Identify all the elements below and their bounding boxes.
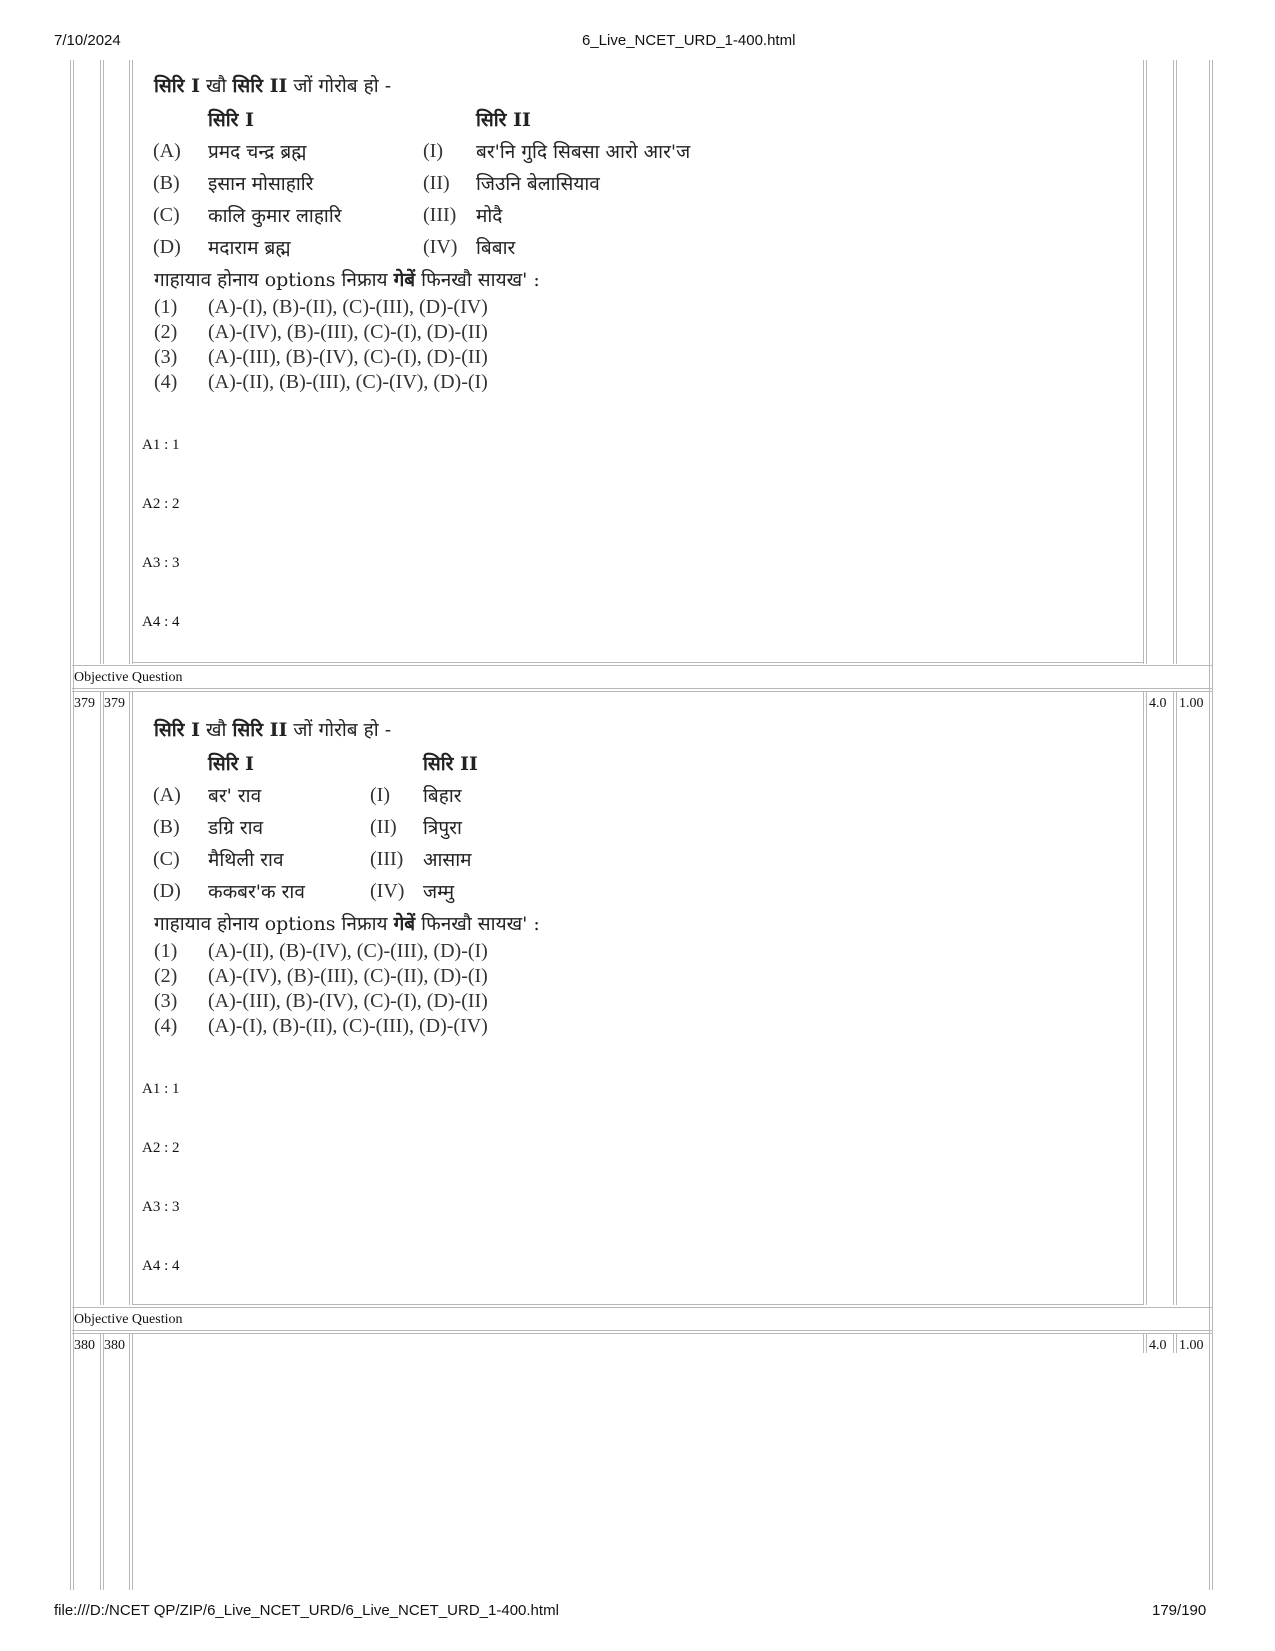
row-item-left: ककबर'क राव: [208, 881, 305, 903]
question-number: 379: [104, 696, 125, 711]
answer-choice: A2 : 2: [142, 1140, 180, 1156]
row-item-right: आसाम: [423, 849, 472, 871]
row-label: (I): [423, 140, 443, 162]
row-label: (III): [423, 204, 457, 226]
option-text: (A)-(III), (B)-(IV), (C)-(I), (D)-(II): [208, 346, 488, 368]
question-instruction: गाहायाव होनाय options निफ्राय गेबें फिनखौ सायख' :: [154, 913, 540, 935]
question-instruction: गाहायाव होनाय options निफ्राय गेबें फिनखौ सायख' :: [154, 269, 540, 291]
serial-number: 380: [74, 1338, 95, 1353]
row-item-right: जिउनि बेलासियाव: [476, 173, 600, 195]
question-title: सिरि I खौ सिरि II जों गोरोब हो -: [154, 75, 392, 97]
option-number: (3): [154, 346, 178, 368]
answer-choice: A3 : 3: [142, 555, 180, 571]
row-item-right: जम्मु: [423, 881, 455, 903]
page-number: 179/190: [1152, 1602, 1207, 1619]
row-label: (B): [153, 816, 180, 838]
row-label: (C): [153, 848, 180, 870]
row-item-right: मोदै: [476, 205, 503, 227]
negative-marks-value: 1.00: [1179, 696, 1204, 711]
row-item-left: मदाराम ब्रह्म: [208, 237, 291, 259]
negative-marks-value: 1.00: [1179, 1338, 1204, 1353]
row-label: (III): [370, 848, 404, 870]
column-2-heading: सिरि II: [423, 753, 478, 775]
option-text: (A)-(II), (B)-(IV), (C)-(III), (D)-(I): [208, 940, 488, 962]
print-date: 7/10/2024: [54, 32, 121, 49]
marks-value: 4.0: [1149, 696, 1167, 711]
option-text: (A)-(IV), (B)-(III), (C)-(I), (D)-(II): [208, 321, 488, 343]
row-item-left: डग्रि राव: [208, 817, 264, 839]
row-item-left: मैथिली राव: [208, 849, 284, 871]
row-label: (D): [153, 880, 181, 902]
option-number: (3): [154, 990, 178, 1012]
column-1-heading: सिरि I: [208, 109, 254, 131]
row-label: (A): [153, 140, 181, 162]
row-label: (C): [153, 204, 180, 226]
row-item-left: बर' राव: [208, 785, 262, 807]
question-type-label: Objective Question: [74, 670, 183, 685]
option-text: (A)-(II), (B)-(III), (C)-(IV), (D)-(I): [208, 371, 488, 393]
question-type-label: Objective Question: [74, 1312, 183, 1327]
row-item-left: इसान मोसाहारि: [208, 173, 314, 195]
option-number: (4): [154, 1015, 178, 1037]
option-number: (4): [154, 371, 178, 393]
answer-choice: A2 : 2: [142, 496, 180, 512]
row-label: (A): [153, 784, 181, 806]
option-number: (1): [154, 940, 178, 962]
row-item-left: प्रमद चन्द्र ब्रह्म: [208, 141, 307, 163]
row-label: (IV): [370, 880, 405, 902]
option-text: (A)-(IV), (B)-(III), (C)-(II), (D)-(I): [208, 965, 488, 987]
column-1-heading: सिरि I: [208, 753, 254, 775]
row-item-left: कालि कुमार लाहारि: [208, 205, 342, 227]
question-title: सिरि I खौ सिरि II जों गोरोब हो -: [154, 719, 392, 741]
answer-choice: A1 : 1: [142, 437, 180, 453]
answer-choice: A4 : 4: [142, 1258, 180, 1274]
row-item-right: बिहार: [423, 785, 462, 807]
row-label: (II): [370, 816, 397, 838]
marks-value: 4.0: [1149, 1338, 1167, 1353]
row-item-right: त्रिपुरा: [423, 817, 462, 839]
row-label: (IV): [423, 236, 458, 258]
option-number: (2): [154, 965, 178, 987]
document-title: 6_Live_NCET_URD_1-400.html: [582, 32, 796, 49]
answer-choice: A1 : 1: [142, 1081, 180, 1097]
answer-choice: A4 : 4: [142, 614, 180, 630]
option-text: (A)-(I), (B)-(II), (C)-(III), (D)-(IV): [208, 296, 488, 318]
option-number: (2): [154, 321, 178, 343]
row-label: (I): [370, 784, 390, 806]
row-item-right: बिबार: [476, 237, 516, 259]
option-text: (A)-(III), (B)-(IV), (C)-(I), (D)-(II): [208, 990, 488, 1012]
row-item-right: बर'नि गुदि सिबसा आरो आर'ज: [476, 141, 691, 163]
question-number: 380: [104, 1338, 125, 1353]
column-2-heading: सिरि II: [476, 109, 531, 131]
row-label: (D): [153, 236, 181, 258]
file-path: file:///D:/NCET QP/ZIP/6_Live_NCET_URD/6_Live_NCET_URD_1-400.html: [54, 1602, 559, 1619]
answer-choice: A3 : 3: [142, 1199, 180, 1215]
row-label: (II): [423, 172, 450, 194]
option-number: (1): [154, 296, 178, 318]
option-text: (A)-(I), (B)-(II), (C)-(III), (D)-(IV): [208, 1015, 488, 1037]
row-label: (B): [153, 172, 180, 194]
serial-number: 379: [74, 696, 95, 711]
